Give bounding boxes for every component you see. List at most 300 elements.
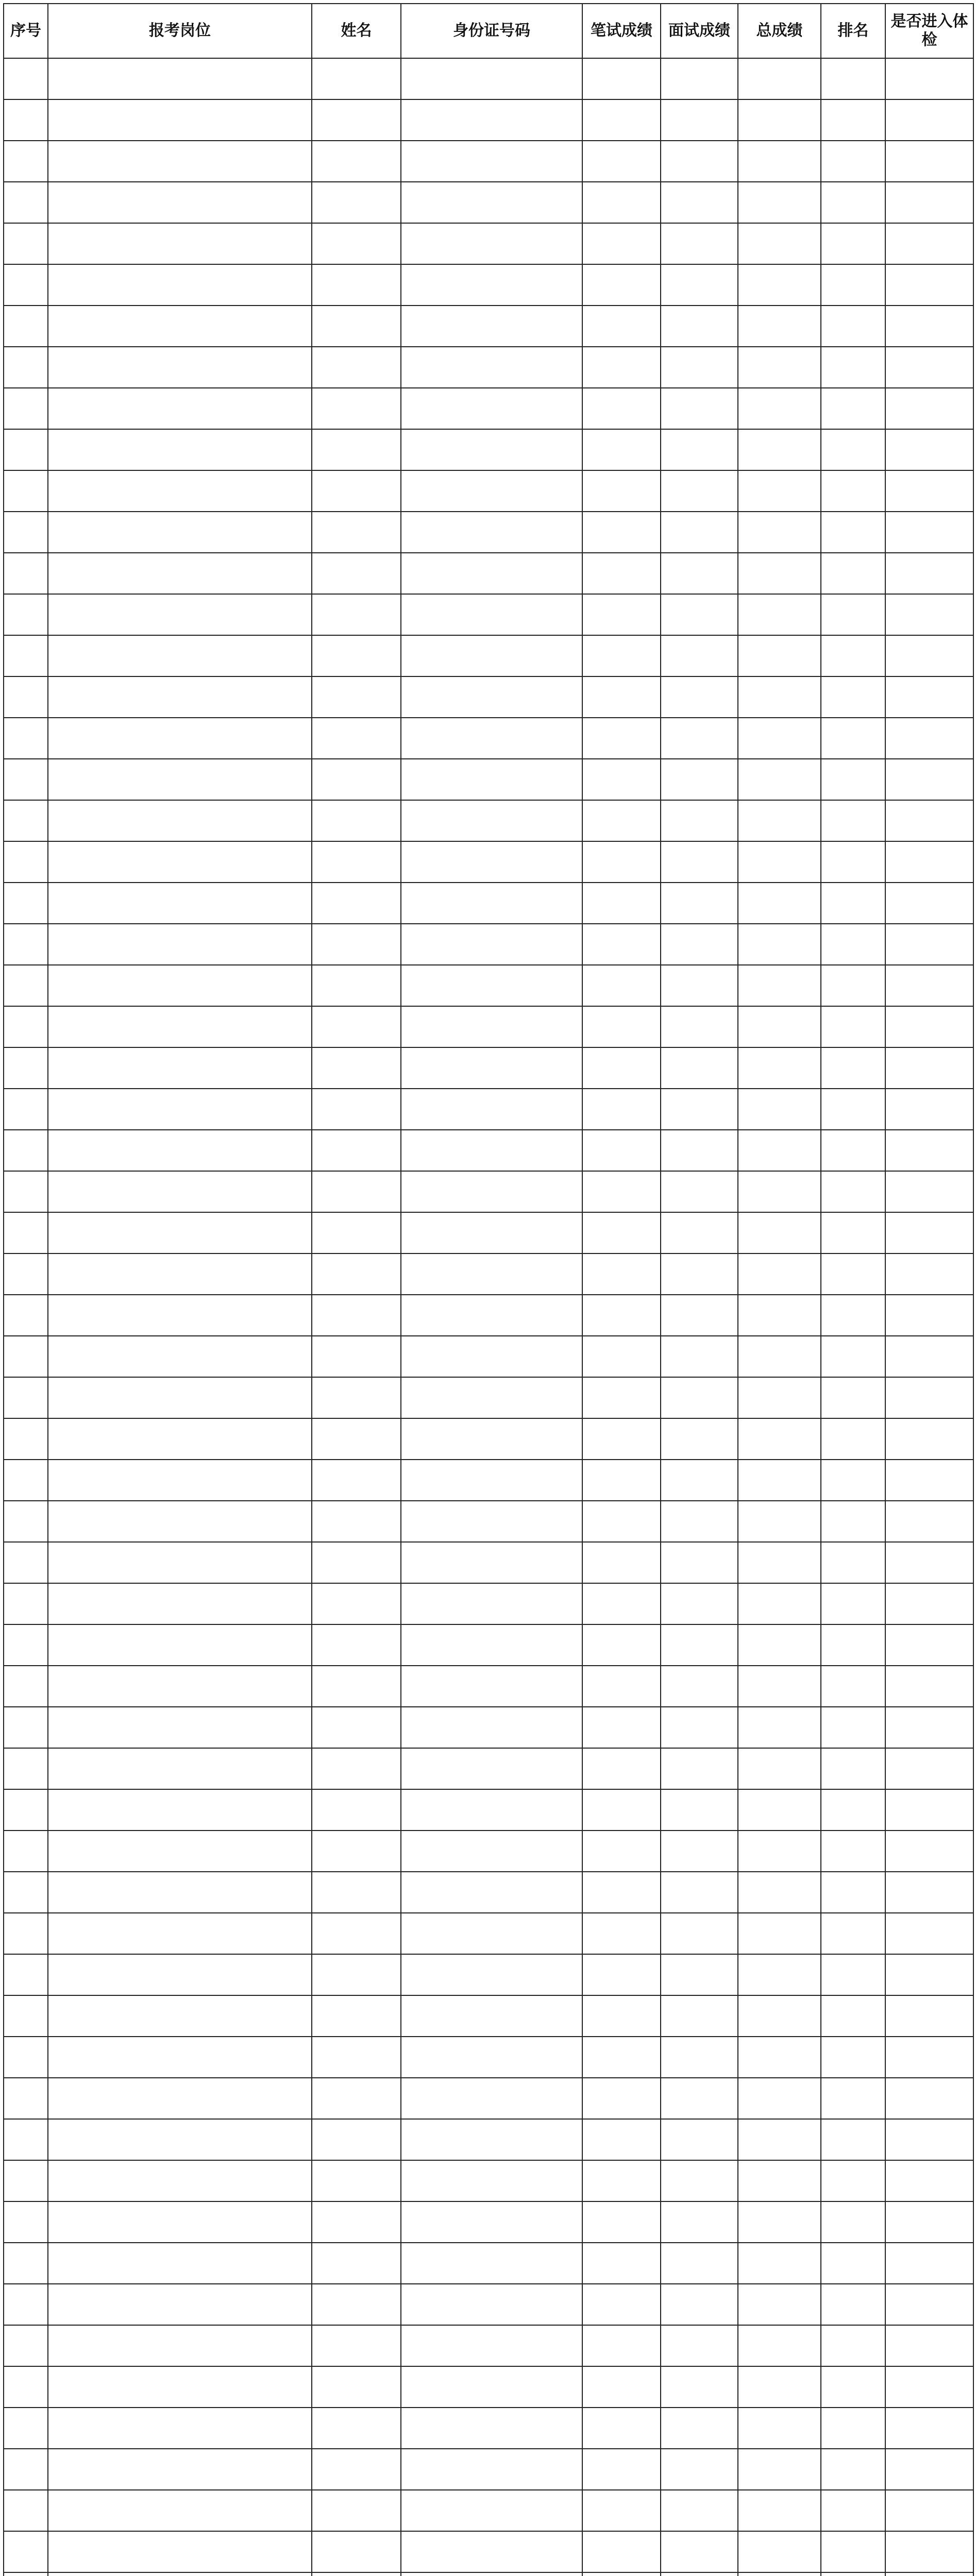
position-cell — [48, 676, 312, 718]
table-row — [4, 1130, 973, 1171]
id-number-cell — [401, 1212, 582, 1253]
table-row — [4, 635, 973, 676]
id-number-cell — [401, 470, 582, 512]
written-score-cell — [582, 1501, 661, 1542]
written-score-cell — [582, 1995, 661, 2037]
name-cell — [312, 2243, 401, 2284]
row-index — [4, 470, 48, 512]
interview-score-cell — [661, 1913, 738, 1954]
written-score-cell — [582, 718, 661, 759]
table-row — [4, 2201, 973, 2243]
physical-exam-cell — [885, 1624, 973, 1666]
physical-exam-cell — [885, 2284, 973, 2325]
interview-score-cell — [661, 306, 738, 347]
row-index — [4, 182, 48, 223]
table-row — [4, 2531, 973, 2572]
position-cell — [48, 2119, 312, 2160]
row-index — [4, 635, 48, 676]
name-cell — [312, 1789, 401, 1831]
id-number-cell — [401, 2325, 582, 2366]
name-cell — [312, 1295, 401, 1336]
written-score-cell — [582, 182, 661, 223]
rank-cell — [821, 1872, 885, 1913]
table-row — [4, 1831, 973, 1872]
table-row — [4, 1666, 973, 1707]
interview-score-cell — [661, 759, 738, 800]
physical-exam-cell — [885, 388, 973, 429]
table-row — [4, 1954, 973, 1995]
physical-exam-cell — [885, 594, 973, 635]
written-score-cell — [582, 800, 661, 841]
written-score-cell — [582, 635, 661, 676]
total-score-cell — [738, 388, 821, 429]
written-score-cell — [582, 1212, 661, 1253]
row-index — [4, 965, 48, 1006]
total-score-cell — [738, 635, 821, 676]
interview-score-cell — [661, 1954, 738, 1995]
written-score-cell — [582, 58, 661, 99]
name-cell — [312, 1831, 401, 1872]
written-score-cell — [582, 2531, 661, 2572]
row-index — [4, 1501, 48, 1542]
row-index — [4, 2037, 48, 2078]
interview-score-cell — [661, 1418, 738, 1460]
total-score-cell — [738, 1089, 821, 1130]
position-cell — [48, 2284, 312, 2325]
written-score-cell — [582, 2490, 661, 2531]
row-index — [4, 264, 48, 306]
id-number-cell — [401, 759, 582, 800]
position-cell — [48, 1460, 312, 1501]
total-score-cell — [738, 800, 821, 841]
interview-score-cell — [661, 1501, 738, 1542]
written-score-cell — [582, 1831, 661, 1872]
id-number-cell — [401, 1748, 582, 1789]
total-score-cell — [738, 594, 821, 635]
written-score-cell — [582, 264, 661, 306]
rank-cell — [821, 2325, 885, 2366]
interview-score-cell — [661, 2531, 738, 2572]
rank-cell — [821, 1047, 885, 1089]
name-cell — [312, 841, 401, 883]
total-score-cell — [738, 99, 821, 141]
total-score-cell — [738, 1954, 821, 1995]
interview-score-cell — [661, 182, 738, 223]
total-score-cell — [738, 223, 821, 264]
position-cell — [48, 1542, 312, 1583]
table-row — [4, 2037, 973, 2078]
rank-cell — [821, 429, 885, 470]
written-score-cell — [582, 2078, 661, 2119]
table-row — [4, 1707, 973, 1748]
row-index — [4, 1377, 48, 1418]
id-number-cell — [401, 1047, 582, 1089]
row-index — [4, 347, 48, 388]
rank-cell — [821, 1789, 885, 1831]
name-cell — [312, 58, 401, 99]
id-number-cell — [401, 718, 582, 759]
written-score-cell — [582, 594, 661, 635]
row-index — [4, 2449, 48, 2490]
table-row — [4, 1460, 973, 1501]
total-score-cell — [738, 1295, 821, 1336]
rank-cell — [821, 1913, 885, 1954]
interview-score-cell — [661, 99, 738, 141]
name-cell — [312, 1583, 401, 1624]
header-row — [4, 4, 973, 58]
total-score-cell — [738, 718, 821, 759]
written-score-cell — [582, 924, 661, 965]
table-row — [4, 1212, 973, 1253]
row-index — [4, 841, 48, 883]
position-cell — [48, 1336, 312, 1377]
physical-exam-cell — [885, 2243, 973, 2284]
id-number-cell — [401, 388, 582, 429]
rank-cell — [821, 1377, 885, 1418]
rank-cell — [821, 2284, 885, 2325]
id-number-cell — [401, 1583, 582, 1624]
position-cell — [48, 2078, 312, 2119]
rank-cell — [821, 223, 885, 264]
rank-cell — [821, 99, 885, 141]
id-number-cell — [401, 1872, 582, 1913]
interview-score-cell — [661, 2243, 738, 2284]
row-index — [4, 1130, 48, 1171]
interview-score-cell — [661, 1707, 738, 1748]
position-cell — [48, 1748, 312, 1789]
rank-cell — [821, 1295, 885, 1336]
table-row — [4, 965, 973, 1006]
table-row — [4, 388, 973, 429]
name-cell — [312, 924, 401, 965]
written-score-cell — [582, 141, 661, 182]
row-index — [4, 1624, 48, 1666]
name-cell — [312, 2449, 401, 2490]
total-score-cell — [738, 1336, 821, 1377]
rank-cell — [821, 1954, 885, 1995]
row-index — [4, 1295, 48, 1336]
position-cell — [48, 1707, 312, 1748]
total-score-cell — [738, 1171, 821, 1212]
total-score-cell — [738, 1913, 821, 1954]
row-index — [4, 1171, 48, 1212]
physical-exam-cell — [885, 347, 973, 388]
row-index — [4, 1872, 48, 1913]
rank-cell — [821, 470, 885, 512]
written-score-cell — [582, 1295, 661, 1336]
total-score-cell — [738, 1377, 821, 1418]
row-index — [4, 512, 48, 553]
physical-exam-cell — [885, 1542, 973, 1583]
row-index — [4, 553, 48, 594]
table-row — [4, 2078, 973, 2119]
written-score-cell — [582, 883, 661, 924]
position-cell — [48, 512, 312, 553]
position-cell — [48, 2037, 312, 2078]
rank-cell — [821, 718, 885, 759]
table-row — [4, 1789, 973, 1831]
interview-score-cell — [661, 141, 738, 182]
rank-cell — [821, 264, 885, 306]
id-number-cell — [401, 141, 582, 182]
name-cell — [312, 2160, 401, 2201]
name-cell — [312, 1212, 401, 1253]
written-score-cell — [582, 2408, 661, 2449]
total-score-cell — [738, 965, 821, 1006]
written-score-cell — [582, 2037, 661, 2078]
row-index — [4, 1212, 48, 1253]
interview-score-cell — [661, 965, 738, 1006]
id-number-cell — [401, 2366, 582, 2408]
id-number-cell — [401, 223, 582, 264]
header-name: 姓名 — [312, 4, 401, 58]
row-index — [4, 2160, 48, 2201]
name-cell — [312, 2531, 401, 2572]
id-number-cell — [401, 883, 582, 924]
written-score-cell — [582, 1006, 661, 1047]
physical-exam-cell — [885, 182, 973, 223]
rank-cell — [821, 2366, 885, 2408]
name-cell — [312, 1872, 401, 1913]
position-cell — [48, 2531, 312, 2572]
row-index — [4, 2284, 48, 2325]
table-row — [4, 1336, 973, 1377]
name-cell — [312, 1707, 401, 1748]
interview-score-cell — [661, 1995, 738, 2037]
physical-exam-cell — [885, 2572, 973, 2576]
physical-exam-cell — [885, 924, 973, 965]
physical-exam-cell — [885, 99, 973, 141]
rank-cell — [821, 2490, 885, 2531]
id-number-cell — [401, 1913, 582, 1954]
name-cell — [312, 1047, 401, 1089]
name-cell — [312, 1995, 401, 2037]
table-row — [4, 223, 973, 264]
rank-cell — [821, 2201, 885, 2243]
total-score-cell — [738, 2366, 821, 2408]
table-row — [4, 1583, 973, 1624]
rank-cell — [821, 1089, 885, 1130]
position-cell — [48, 1954, 312, 1995]
header-total-score: 总成绩 — [738, 4, 821, 58]
written-score-cell — [582, 1789, 661, 1831]
rank-cell — [821, 553, 885, 594]
total-score-cell — [738, 1542, 821, 1583]
interview-score-cell — [661, 594, 738, 635]
written-score-cell — [582, 306, 661, 347]
rank-cell — [821, 1666, 885, 1707]
total-score-cell — [738, 1460, 821, 1501]
id-number-cell — [401, 264, 582, 306]
total-score-cell — [738, 676, 821, 718]
rank-cell — [821, 2243, 885, 2284]
written-score-cell — [582, 223, 661, 264]
rank-cell — [821, 1460, 885, 1501]
row-index — [4, 718, 48, 759]
rank-cell — [821, 800, 885, 841]
row-index — [4, 306, 48, 347]
total-score-cell — [738, 2037, 821, 2078]
id-number-cell — [401, 2572, 582, 2576]
name-cell — [312, 2366, 401, 2408]
rank-cell — [821, 759, 885, 800]
table-row — [4, 1913, 973, 1954]
position-cell — [48, 1913, 312, 1954]
interview-score-cell — [661, 2408, 738, 2449]
position-cell — [48, 2408, 312, 2449]
interview-score-cell — [661, 1253, 738, 1295]
total-score-cell — [738, 2325, 821, 2366]
table-row — [4, 2490, 973, 2531]
header-id-number: 身份证号码 — [401, 4, 582, 58]
id-number-cell — [401, 1336, 582, 1377]
interview-score-cell — [661, 883, 738, 924]
written-score-cell — [582, 1336, 661, 1377]
table-row — [4, 1501, 973, 1542]
total-score-cell — [738, 1130, 821, 1171]
interview-score-cell — [661, 1872, 738, 1913]
table-row — [4, 1624, 973, 1666]
name-cell — [312, 1171, 401, 1212]
table-row — [4, 1748, 973, 1789]
table-row — [4, 512, 973, 553]
rank-cell — [821, 2572, 885, 2576]
written-score-cell — [582, 1377, 661, 1418]
position-cell — [48, 2572, 312, 2576]
physical-exam-cell — [885, 1130, 973, 1171]
results-table — [3, 3, 974, 2576]
row-index — [4, 2325, 48, 2366]
row-index — [4, 1460, 48, 1501]
name-cell — [312, 2201, 401, 2243]
name-cell — [312, 2284, 401, 2325]
name-cell — [312, 1954, 401, 1995]
row-index — [4, 388, 48, 429]
table-row — [4, 306, 973, 347]
interview-score-cell — [661, 1789, 738, 1831]
id-number-cell — [401, 1006, 582, 1047]
name-cell — [312, 264, 401, 306]
table-row — [4, 2284, 973, 2325]
id-number-cell — [401, 1831, 582, 1872]
rank-cell — [821, 58, 885, 99]
interview-score-cell — [661, 1130, 738, 1171]
name-cell — [312, 1913, 401, 1954]
name-cell — [312, 388, 401, 429]
total-score-cell — [738, 1418, 821, 1460]
position-cell — [48, 182, 312, 223]
written-score-cell — [582, 347, 661, 388]
physical-exam-cell — [885, 1583, 973, 1624]
total-score-cell — [738, 1501, 821, 1542]
written-score-cell — [582, 841, 661, 883]
interview-score-cell — [661, 553, 738, 594]
physical-exam-cell — [885, 965, 973, 1006]
id-number-cell — [401, 58, 582, 99]
header-interview-score: 面试成绩 — [661, 4, 738, 58]
position-cell — [48, 924, 312, 965]
row-index — [4, 58, 48, 99]
position-cell — [48, 470, 312, 512]
name-cell — [312, 1542, 401, 1583]
position-cell — [48, 99, 312, 141]
name-cell — [312, 1006, 401, 1047]
id-number-cell — [401, 1501, 582, 1542]
written-score-cell — [582, 2119, 661, 2160]
written-score-cell — [582, 2201, 661, 2243]
rank-cell — [821, 141, 885, 182]
written-score-cell — [582, 553, 661, 594]
physical-exam-cell — [885, 1831, 973, 1872]
name-cell — [312, 1624, 401, 1666]
interview-score-cell — [661, 718, 738, 759]
row-index — [4, 1666, 48, 1707]
header-written-score: 笔试成绩 — [582, 4, 661, 58]
position-cell — [48, 347, 312, 388]
row-index — [4, 1542, 48, 1583]
total-score-cell — [738, 1624, 821, 1666]
position-cell — [48, 264, 312, 306]
written-score-cell — [582, 2284, 661, 2325]
name-cell — [312, 2408, 401, 2449]
physical-exam-cell — [885, 2490, 973, 2531]
name-cell — [312, 718, 401, 759]
physical-exam-cell — [885, 676, 973, 718]
row-index — [4, 1954, 48, 1995]
row-index — [4, 2366, 48, 2408]
rank-cell — [821, 2119, 885, 2160]
table-row — [4, 759, 973, 800]
written-score-cell — [582, 1253, 661, 1295]
position-cell — [48, 1624, 312, 1666]
name-cell — [312, 1336, 401, 1377]
rank-cell — [821, 965, 885, 1006]
rank-cell — [821, 2160, 885, 2201]
id-number-cell — [401, 2160, 582, 2201]
total-score-cell — [738, 2531, 821, 2572]
id-number-cell — [401, 429, 582, 470]
row-index — [4, 1089, 48, 1130]
position-cell — [48, 883, 312, 924]
row-index — [4, 1789, 48, 1831]
position-cell — [48, 1089, 312, 1130]
table-row — [4, 1253, 973, 1295]
physical-exam-cell — [885, 470, 973, 512]
total-score-cell — [738, 924, 821, 965]
name-cell — [312, 594, 401, 635]
table-row — [4, 883, 973, 924]
position-cell — [48, 635, 312, 676]
interview-score-cell — [661, 1542, 738, 1583]
table-row — [4, 470, 973, 512]
rank-cell — [821, 1748, 885, 1789]
position-cell — [48, 800, 312, 841]
id-number-cell — [401, 924, 582, 965]
table-row — [4, 2572, 973, 2576]
row-index — [4, 1995, 48, 2037]
position-cell — [48, 759, 312, 800]
interview-score-cell — [661, 1006, 738, 1047]
written-score-cell — [582, 2160, 661, 2201]
physical-exam-cell — [885, 841, 973, 883]
position-cell — [48, 58, 312, 99]
row-index — [4, 2572, 48, 2576]
physical-exam-cell — [885, 1047, 973, 1089]
interview-score-cell — [661, 1295, 738, 1336]
position-cell — [48, 1253, 312, 1295]
rank-cell — [821, 1212, 885, 1253]
row-index — [4, 1707, 48, 1748]
